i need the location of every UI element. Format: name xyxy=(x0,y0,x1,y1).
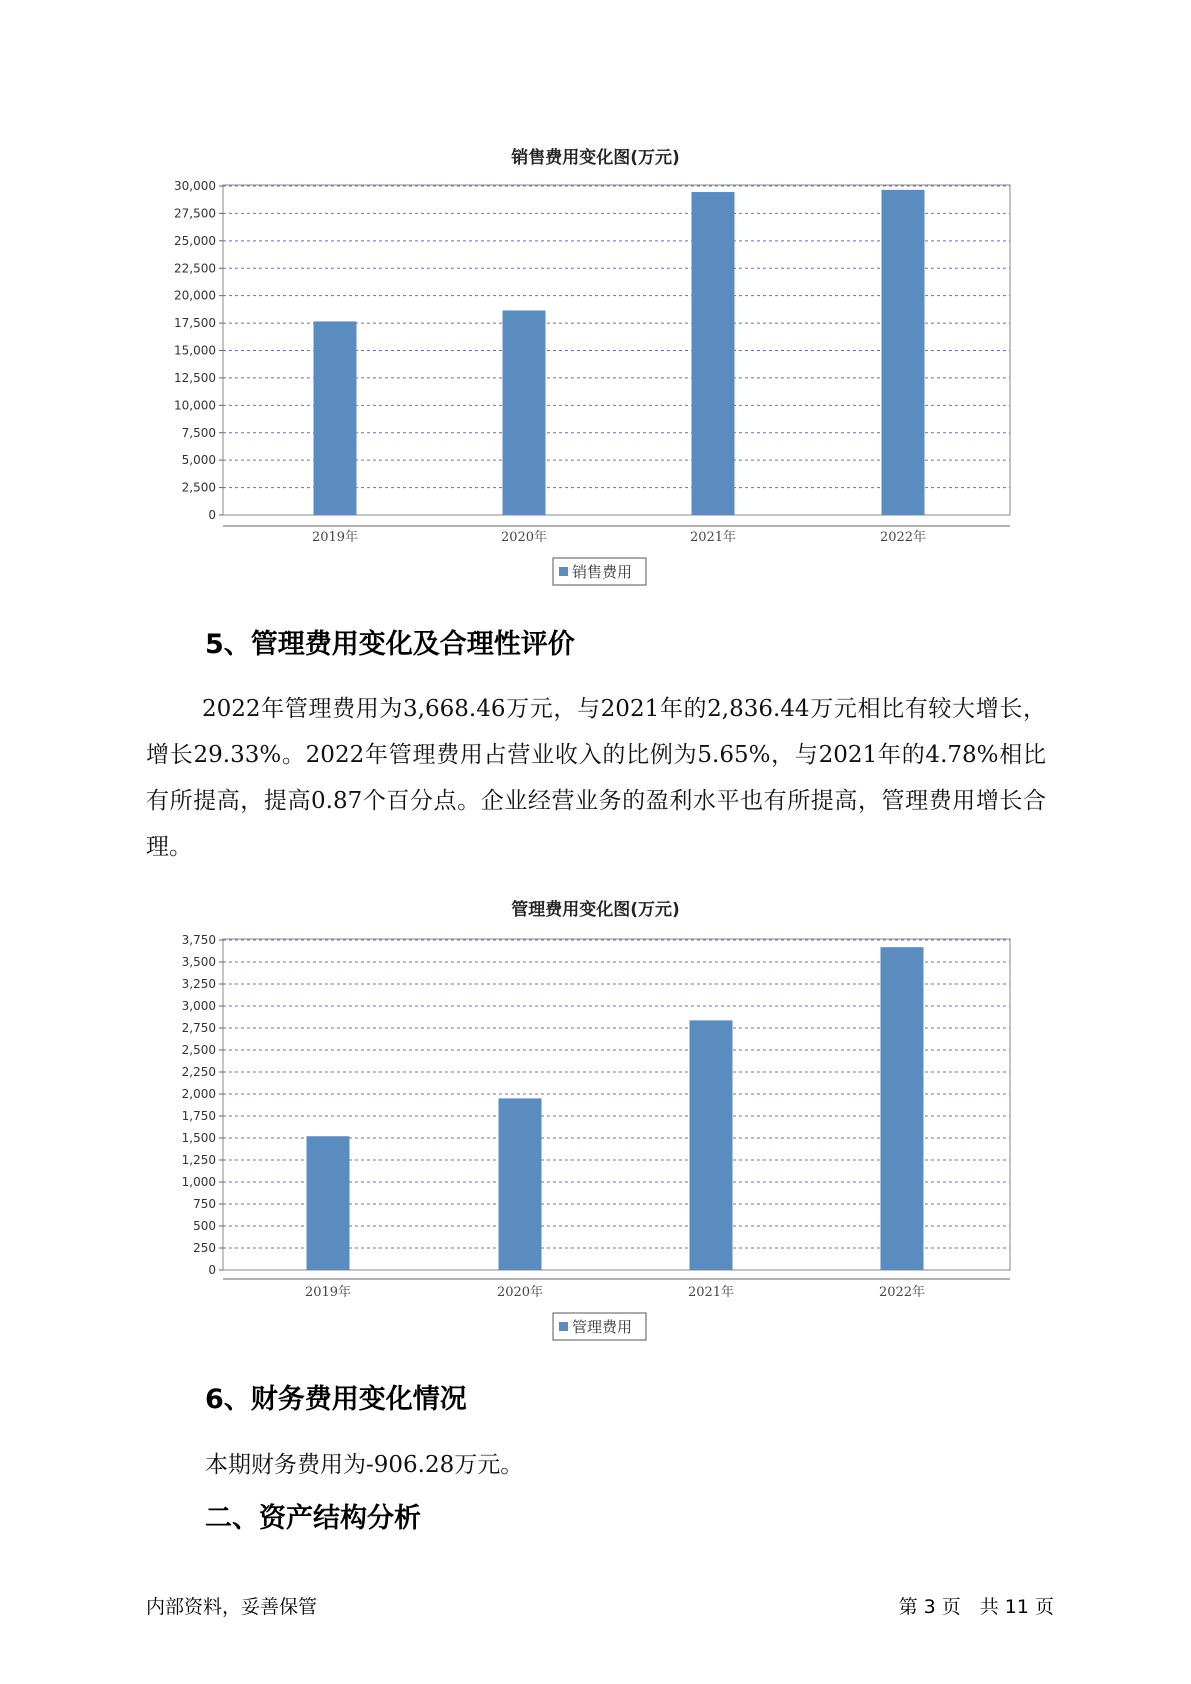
y-tick-label: 1,000 xyxy=(181,1175,216,1189)
y-tick-label: 27,500 xyxy=(174,206,216,221)
x-tick-label: 2022年 xyxy=(879,530,927,545)
y-tick-label: 2,500 xyxy=(181,480,216,495)
y-tick-label: 2,500 xyxy=(181,1043,216,1057)
y-tick-label: 12,500 xyxy=(174,370,216,385)
y-tick-label: 2,000 xyxy=(181,1087,216,1101)
finance-expense-text: 本期财务费用为-906.28万元。 xyxy=(205,1452,524,1478)
y-tick-label: 15,000 xyxy=(174,343,216,358)
y-tick-label: 0 xyxy=(208,1263,216,1277)
section-5-heading: 5、管理费用变化及合理性评价 xyxy=(205,629,575,660)
y-tick-label: 3,000 xyxy=(181,999,216,1013)
y-tick-label: 20,000 xyxy=(174,288,216,303)
y-tick-label: 1,250 xyxy=(181,1153,216,1167)
bar xyxy=(881,947,924,1270)
x-tick-label: 2022年 xyxy=(878,1285,926,1300)
y-tick-label: 7,500 xyxy=(181,425,216,440)
y-tick-label: 2,250 xyxy=(181,1065,216,1079)
y-tick-label: 3,500 xyxy=(181,955,216,969)
x-tick-label: 2019年 xyxy=(311,530,359,545)
y-tick-label: 1,750 xyxy=(181,1109,216,1123)
bar xyxy=(307,1136,350,1270)
legend-label: 销售费用 xyxy=(572,563,633,581)
x-tick-label: 2021年 xyxy=(689,530,737,545)
section-two-heading: 二、资产结构分析 xyxy=(205,1503,421,1534)
y-tick-label: 3,250 xyxy=(181,977,216,991)
x-tick-label: 2019年 xyxy=(304,1285,352,1300)
bar xyxy=(690,1020,733,1270)
y-tick-label: 30,000 xyxy=(174,179,216,193)
legend-swatch xyxy=(559,1322,568,1331)
y-tick-label: 1,500 xyxy=(181,1131,216,1145)
y-tick-label: 500 xyxy=(193,1219,216,1233)
y-tick-label: 17,500 xyxy=(174,316,216,331)
y-tick-label: 750 xyxy=(193,1197,216,1211)
footer-page-number: 第 3 页 共 11 页 xyxy=(898,1596,1054,1618)
y-tick-label: 2,750 xyxy=(181,1021,216,1035)
admin-expense-chart-title: 管理费用变化图(万元) xyxy=(511,900,680,920)
legend-label: 管理费用 xyxy=(572,1318,633,1336)
section-6-heading: 6、财务费用变化情况 xyxy=(205,1384,467,1415)
bar xyxy=(499,1098,542,1270)
y-tick-label: 25,000 xyxy=(174,233,216,248)
footer-confidential-note: 内部资料，妥善保管 xyxy=(146,1596,318,1618)
section-5-paragraph: 2022年管理费用为3,668.46万元，与2021年的2,836.44万元相比有较大增长，增长29.33%。2022年管理费用占营业收入的比例为5.65%，与2021年的4.78%相比有所提高，提高0.87个百分点。企业经营业务的盈利水平也有所提高，管理费用增长合理。 xyxy=(146,696,1046,860)
y-tick-label: 5,000 xyxy=(181,453,216,468)
y-tick-label: 3,750 xyxy=(181,933,216,947)
y-tick-label: 10,000 xyxy=(174,398,216,413)
sales-expense-chart-title: 销售费用变化图(万元) xyxy=(511,148,680,168)
y-tick-label: 250 xyxy=(193,1241,216,1255)
x-tick-label: 2021年 xyxy=(687,1285,735,1300)
x-tick-label: 2020年 xyxy=(500,530,548,545)
y-tick-label: 22,500 xyxy=(174,261,216,276)
x-tick-label: 2020年 xyxy=(496,1285,544,1300)
y-tick-label: 0 xyxy=(208,508,216,522)
